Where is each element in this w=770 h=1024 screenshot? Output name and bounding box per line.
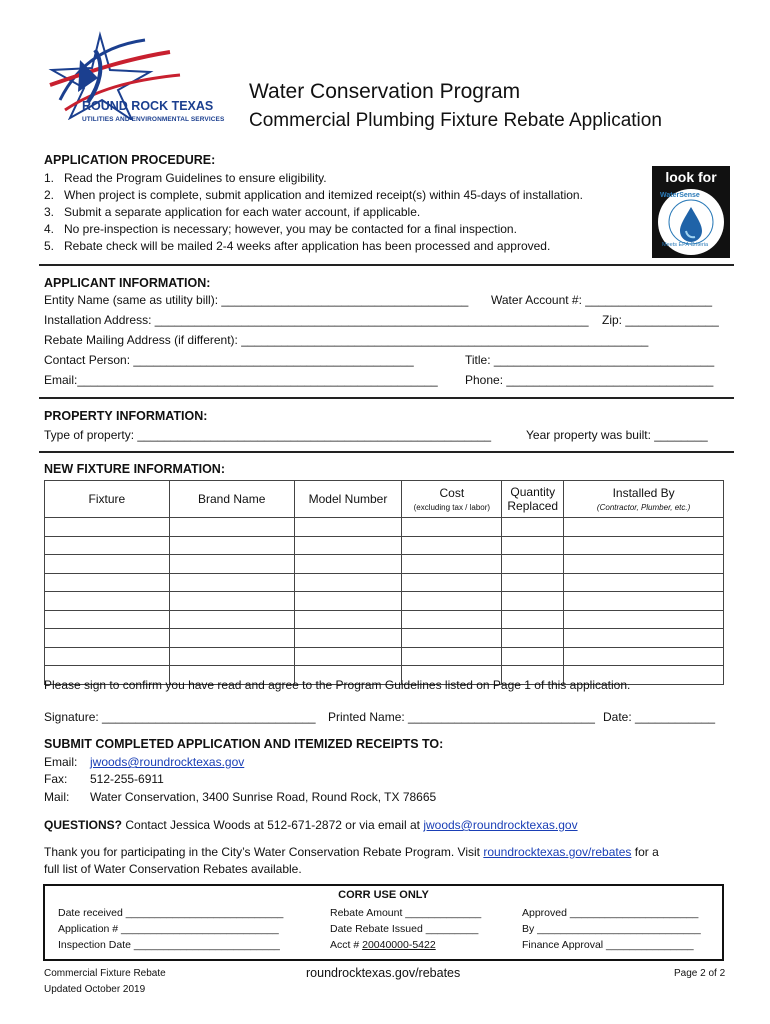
by-field[interactable]: By ____________________________ xyxy=(522,923,701,935)
table-cell[interactable] xyxy=(402,536,502,555)
table-cell[interactable] xyxy=(502,555,564,574)
table-cell[interactable] xyxy=(502,536,564,555)
table-cell[interactable] xyxy=(169,592,294,611)
watersense-badge xyxy=(652,166,730,258)
footer-url: roundrocktexas.gov/rebates xyxy=(306,966,461,980)
corr-use-box xyxy=(43,884,724,961)
table-cell[interactable] xyxy=(502,518,564,537)
procedure-step: 2. When project is complete, submit application and itemized receipt(s) within 45-days of installation. xyxy=(44,188,583,202)
col-quantity xyxy=(502,481,564,518)
table-cell[interactable] xyxy=(294,592,402,611)
submit-email-link[interactable]: jwoods@roundrocktexas.gov xyxy=(90,755,245,769)
table-row xyxy=(45,647,724,666)
zip-field[interactable]: Zip: ______________ xyxy=(602,313,719,327)
table-cell[interactable] xyxy=(45,536,170,555)
col-cost-note: (excluding tax / labor) xyxy=(413,503,491,512)
table-cell[interactable] xyxy=(502,592,564,611)
printed-name-field[interactable]: Printed Name: ____________________________ xyxy=(328,710,595,724)
submit-heading: SUBMIT COMPLETED APPLICATION AND ITEMIZED RECEIPTS TO: xyxy=(44,737,444,751)
table-cell[interactable] xyxy=(45,573,170,592)
finance-approval-field[interactable]: Finance Approval _______________ xyxy=(522,939,694,951)
table-cell[interactable] xyxy=(169,610,294,629)
submit-mail-label: Mail: xyxy=(44,790,70,804)
account-label: Acct # xyxy=(330,939,360,951)
procedure-step: 3. Submit a separate application for each water account, if applicable. xyxy=(44,205,421,219)
page-title: Water Conservation Program xyxy=(249,80,521,103)
table-cell[interactable] xyxy=(502,573,564,592)
title-field[interactable]: Title: _________________________________ xyxy=(465,353,715,367)
questions-text: Contact Jessica Woods at 512-671-2872 or via email at xyxy=(125,818,420,832)
submit-fax: 512-255-6911 xyxy=(90,772,164,786)
table-cell[interactable] xyxy=(402,518,502,537)
divider xyxy=(39,264,734,266)
application-number-field[interactable]: Application # ___________________________ xyxy=(58,923,279,935)
divider xyxy=(39,397,734,399)
rebates-link[interactable]: roundrocktexas.gov/rebates xyxy=(483,845,632,859)
table-cell[interactable] xyxy=(564,555,724,574)
corr-col-2 xyxy=(330,905,481,953)
table-cell[interactable] xyxy=(502,647,564,666)
col-quantity-line1: Quantity xyxy=(510,485,556,499)
date-field[interactable]: Date: ____________ xyxy=(603,710,716,724)
table-cell[interactable] xyxy=(169,629,294,648)
col-quantity-line2: Replaced xyxy=(507,499,559,513)
table-header-row xyxy=(45,481,724,518)
table-cell[interactable] xyxy=(45,592,170,611)
logo-city-name: ROUND ROCK TEXAS xyxy=(82,99,214,113)
fixtures-heading: NEW FIXTURE INFORMATION: xyxy=(44,462,225,476)
col-brand: Brand Name xyxy=(169,481,294,518)
table-row xyxy=(45,518,724,537)
col-fixture: Fixture xyxy=(45,481,170,518)
procedure-step: 1. Read the Program Guidelines to ensure eligibility. xyxy=(44,171,327,185)
table-cell[interactable] xyxy=(169,647,294,666)
table-row xyxy=(45,629,724,648)
submit-email-label: Email: xyxy=(44,755,78,769)
badge-look-for: look for xyxy=(665,169,717,185)
col-cost-label: Cost xyxy=(439,486,465,500)
table-cell[interactable] xyxy=(402,555,502,574)
table-cell[interactable] xyxy=(502,629,564,648)
table-cell[interactable] xyxy=(402,592,502,611)
approved-field[interactable]: Approved ______________________ xyxy=(522,907,699,919)
corr-title: CORR USE ONLY xyxy=(338,889,429,901)
entity-name-field[interactable]: Entity Name (same as utility bill): _____________________________________ xyxy=(44,293,469,307)
table-cell[interactable] xyxy=(564,592,724,611)
table-cell[interactable] xyxy=(169,518,294,537)
year-built-field[interactable]: Year property was built: ________ xyxy=(526,428,708,442)
table-row xyxy=(45,555,724,574)
table-cell[interactable] xyxy=(294,518,402,537)
phone-field[interactable]: Phone: _______________________________ xyxy=(465,373,714,387)
fixture-table-body xyxy=(45,518,724,685)
table-cell[interactable] xyxy=(294,536,402,555)
procedure-step: 5. Rebate check will be mailed 2-4 weeks after application has been processed and approved. xyxy=(44,239,551,253)
footer-doc-name: Commercial Fixture Rebate xyxy=(44,968,166,979)
table-cell[interactable] xyxy=(564,629,724,648)
table-cell[interactable] xyxy=(294,555,402,574)
table-cell[interactable] xyxy=(45,518,170,537)
submit-fax-label: Fax: xyxy=(44,772,68,786)
col-installed-label: Installed By xyxy=(612,486,675,500)
account-number-field[interactable] xyxy=(330,937,481,953)
table-cell[interactable] xyxy=(564,518,724,537)
table-row xyxy=(45,573,724,592)
submit-mail: Water Conservation, 3400 Sunrise Road, Round Rock, TX 78665 xyxy=(90,790,437,804)
questions-line xyxy=(44,818,578,832)
questions-label: QUESTIONS? xyxy=(44,818,123,832)
signature-field[interactable]: Signature: ________________________________ xyxy=(44,710,316,724)
col-model: Model Number xyxy=(294,481,402,518)
property-type-field[interactable]: Type of property: _____________________________________________________ xyxy=(44,428,492,442)
rebate-amount-field[interactable]: Rebate Amount _____________ xyxy=(330,907,482,919)
table-cell[interactable] xyxy=(294,610,402,629)
table-row xyxy=(45,592,724,611)
account-value: 20040000-5422 xyxy=(362,939,436,951)
thanks-line1 xyxy=(44,845,659,859)
table-cell[interactable] xyxy=(294,647,402,666)
questions-email-link[interactable]: jwoods@roundrocktexas.gov xyxy=(423,818,578,832)
table-cell[interactable] xyxy=(169,536,294,555)
table-cell[interactable] xyxy=(45,610,170,629)
table-cell[interactable] xyxy=(169,555,294,574)
fixture-table xyxy=(44,480,724,685)
table-cell[interactable] xyxy=(45,555,170,574)
divider xyxy=(39,451,734,453)
table-cell[interactable] xyxy=(564,647,724,666)
inspection-date-field[interactable]: Inspection Date _________________________ xyxy=(58,939,280,951)
date-rebate-issued-field[interactable]: Date Rebate Issued _________ xyxy=(330,923,479,935)
property-heading: PROPERTY INFORMATION: xyxy=(44,409,208,423)
col-installed-note: (Contractor, Plumber, etc.) xyxy=(596,503,691,512)
procedure-step: 4. No pre-inspection is necessary; however, you may be contacted for a final inspection. xyxy=(44,222,517,236)
badge-tagline: Meets EPA Criteria xyxy=(662,242,709,248)
page-number: Page 2 of 2 xyxy=(674,968,726,979)
thanks-text: Thank you for participating in the City’s Water Conservation Rebate Program. Visit xyxy=(44,845,480,859)
thanks-line2: full list of Water Conservation Rebates available. xyxy=(44,862,302,876)
footer-updated: Updated October 2019 xyxy=(44,984,146,995)
table-cell[interactable] xyxy=(45,629,170,648)
logo-dept-name: UTILITIES AND ENVIRONMENTAL SERVICES xyxy=(82,116,225,123)
page-subtitle: Commercial Plumbing Fixture Rebate Application xyxy=(249,110,662,131)
table-cell[interactable] xyxy=(294,629,402,648)
table-cell[interactable] xyxy=(502,610,564,629)
water-account-field[interactable]: Water Account #: ___________________ xyxy=(491,293,713,307)
contact-person-field[interactable]: Contact Person: __________________________________________ xyxy=(44,353,414,367)
table-cell[interactable] xyxy=(169,573,294,592)
date-received-field[interactable]: Date received ___________________________ xyxy=(58,907,284,919)
thanks-text-end: for a xyxy=(634,845,659,859)
table-cell[interactable] xyxy=(402,610,502,629)
table-row xyxy=(45,610,724,629)
col-installed xyxy=(564,481,724,518)
corr-col-1 xyxy=(58,905,283,953)
table-cell[interactable] xyxy=(402,573,502,592)
installation-address-field[interactable]: Installation Address: _________________________________________________________________ xyxy=(44,313,589,327)
badge-brand: WaterSense xyxy=(660,192,700,199)
table-cell[interactable] xyxy=(294,573,402,592)
table-cell[interactable] xyxy=(402,647,502,666)
table-row xyxy=(45,536,724,555)
col-cost xyxy=(402,481,502,518)
procedure-heading: APPLICATION PROCEDURE: xyxy=(44,153,216,167)
applicant-heading: APPLICANT INFORMATION: xyxy=(44,276,211,290)
corr-col-3 xyxy=(522,905,701,953)
city-logo xyxy=(40,30,240,140)
table-cell[interactable] xyxy=(402,629,502,648)
table-cell[interactable] xyxy=(564,536,724,555)
table-cell[interactable] xyxy=(45,647,170,666)
procedure-list xyxy=(44,171,583,256)
table-cell[interactable] xyxy=(564,573,724,592)
email-field[interactable]: Email:______________________________________________________ xyxy=(44,373,438,387)
mailing-address-field[interactable]: Rebate Mailing Address (if different): _____________________________________________________________ xyxy=(44,333,649,347)
confirm-text: Please sign to confirm you have read and agree to the Program Guidelines listed on Page 1 of this application. xyxy=(44,678,631,692)
table-cell[interactable] xyxy=(564,610,724,629)
